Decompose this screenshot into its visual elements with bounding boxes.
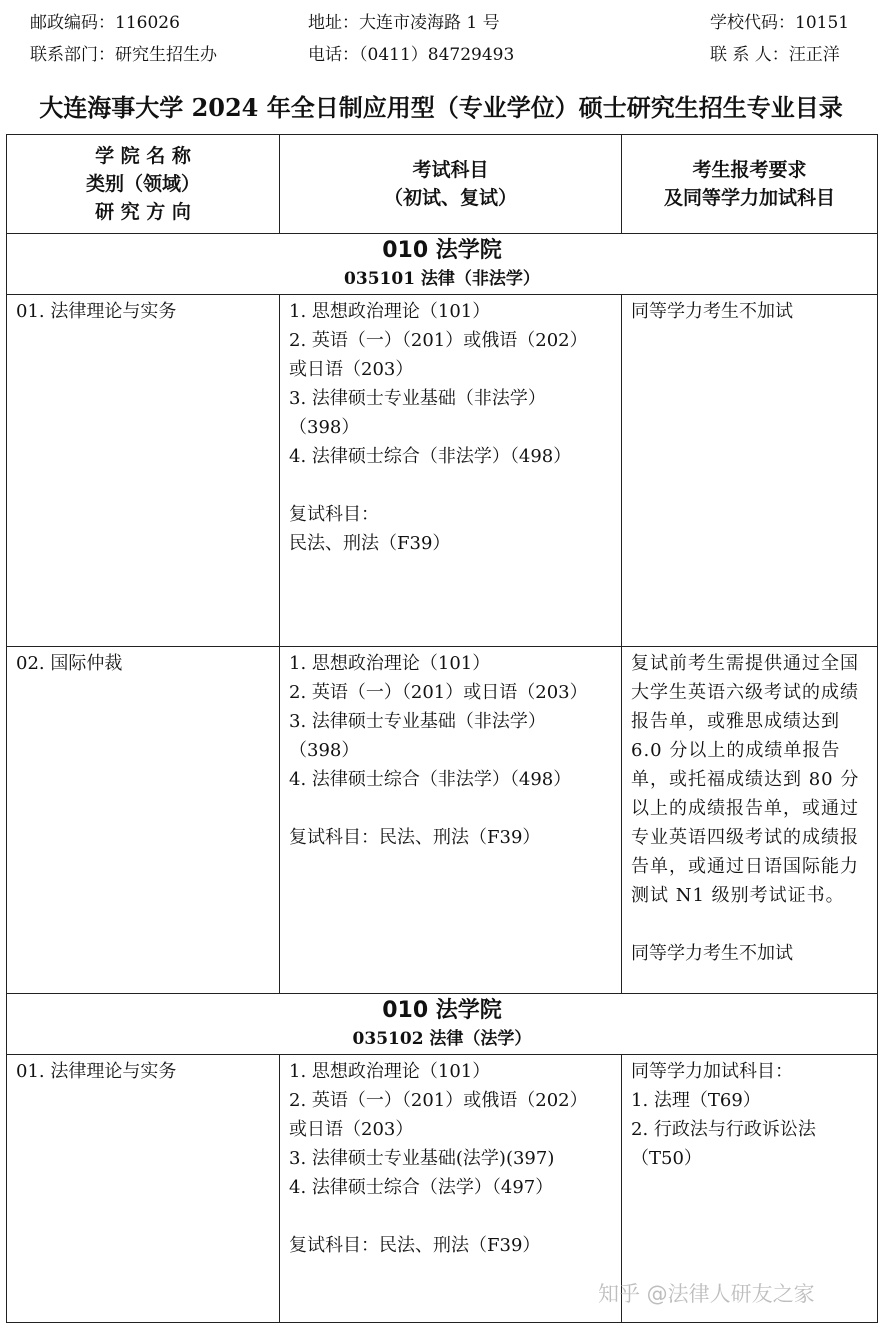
header-col2-line: 考试科目 [412, 159, 489, 181]
exam-line: 3. 法律硕士专业基础（非法学） [289, 388, 546, 409]
requirement-line: 1. 法理（T69） [631, 1090, 761, 1111]
header-college-direction [7, 135, 280, 234]
exam-line: （398） [289, 417, 360, 438]
section-header [7, 234, 878, 295]
exam-line: 1. 思想政治理论（101） [289, 1061, 491, 1082]
direction-label: 01. 法律理论与实务 [16, 301, 177, 322]
college-name: 010 法学院 [382, 238, 502, 263]
exam-line: 3. 法律硕士专业基础（非法学） [289, 711, 546, 732]
watermark: 知乎 @法律人研友之家 [598, 1282, 815, 1306]
catalog-table [6, 134, 878, 1323]
exam-line: 或日语（203） [289, 359, 414, 380]
table-row [7, 295, 878, 647]
header-col3-line: 及同等学力加试科目 [663, 187, 835, 209]
exam-line: 2. 英语（一）（201）或俄语（202） [289, 1090, 588, 1111]
exam-line: 4. 法律硕士综合（法学）（497） [289, 1177, 554, 1198]
requirement-line: （T50） [631, 1148, 702, 1169]
school-code: 学校代码：10151 [710, 13, 850, 33]
section-header-row [7, 994, 878, 1055]
phone: 电话：（0411）84729493 [308, 45, 515, 65]
direction-label: 02. 国际仲裁 [16, 653, 123, 674]
header-col1-line: 研 究 方 向 [95, 201, 191, 223]
contact-department: 联系部门：研究生招生办 [30, 45, 217, 65]
exam-line: 4. 法律硕士综合（非法学）（498） [289, 769, 572, 790]
major-name: 035101 法律（非法学） [344, 269, 540, 289]
header-col1-line: 类别（领域） [85, 173, 200, 195]
header-col3-line: 考生报考要求 [692, 159, 807, 181]
exam-cell [280, 1055, 622, 1323]
header-col2-line: （初试、复试） [383, 187, 517, 209]
section-header-row [7, 234, 878, 295]
direction-cell [7, 647, 280, 994]
postcode: 邮政编码：116026 [30, 13, 180, 33]
requirement-text: 复试前考生需提供通过全国大学生英语六级考试的成绩报告单，或雅思成绩达到 6.0 分以上的成绩单报告单，或托福成绩达到 80 分以上的成绩报告单，或通过专业英语四级考试的成绩报告单，或通过日语国际能力测试 N1 级别考试证书。 [631, 653, 860, 906]
exam-cell [280, 647, 622, 994]
requirement-cell [622, 295, 878, 647]
table-row [7, 647, 878, 994]
exam-line: 3. 法律硕士专业基础(法学)(397) [289, 1148, 555, 1169]
exam-line: 或日语（203） [289, 1119, 414, 1140]
exam-line: 1. 思想政治理论（101） [289, 301, 491, 322]
header-col1-line: 学 院 名 称 [95, 145, 191, 167]
exam-cell [280, 295, 622, 647]
retest-label: 复试科目： [289, 504, 379, 525]
exam-line: （398） [289, 740, 360, 761]
table-header-row [7, 135, 878, 234]
requirement-text: 同等学力考生不加试 [631, 301, 793, 322]
address: 地址：大连市凌海路 1 号 [308, 13, 500, 33]
spacer [631, 910, 869, 939]
header-exam-subjects [280, 135, 622, 234]
spacer [289, 471, 613, 500]
spacer [289, 794, 613, 823]
header-requirements [622, 135, 878, 234]
exam-line: 1. 思想政治理论（101） [289, 653, 491, 674]
exam-line: 2. 英语（一）（201）或日语（203） [289, 682, 588, 703]
requirement-line: 2. 行政法与行政诉讼法 [631, 1119, 816, 1140]
page-title: 大连海事大学 2024 年全日制应用型（专业学位）硕士研究生招生专业目录 [39, 93, 843, 122]
retest-subjects: 民法、刑法（F39） [289, 533, 451, 554]
direction-cell [7, 1055, 280, 1323]
requirement-cell [622, 647, 878, 994]
exam-line: 4. 法律硕士综合（非法学）（498） [289, 446, 572, 467]
exam-line: 2. 英语（一）（201）或俄语（202） [289, 330, 588, 351]
direction-label: 01. 法律理论与实务 [16, 1061, 177, 1082]
retest-subjects: 复试科目：民法、刑法（F39） [289, 1235, 541, 1256]
requirement-line: 同等学力加试科目： [631, 1061, 793, 1082]
section-header [7, 994, 878, 1055]
retest-subjects: 复试科目：民法、刑法（F39） [289, 827, 541, 848]
major-name: 035102 法律（法学） [352, 1029, 532, 1049]
requirement-note: 同等学力考生不加试 [631, 943, 793, 964]
spacer [289, 1202, 613, 1231]
contact-person: 联 系 人：汪正洋 [710, 45, 840, 65]
direction-cell [7, 295, 280, 647]
college-name: 010 法学院 [382, 998, 502, 1023]
